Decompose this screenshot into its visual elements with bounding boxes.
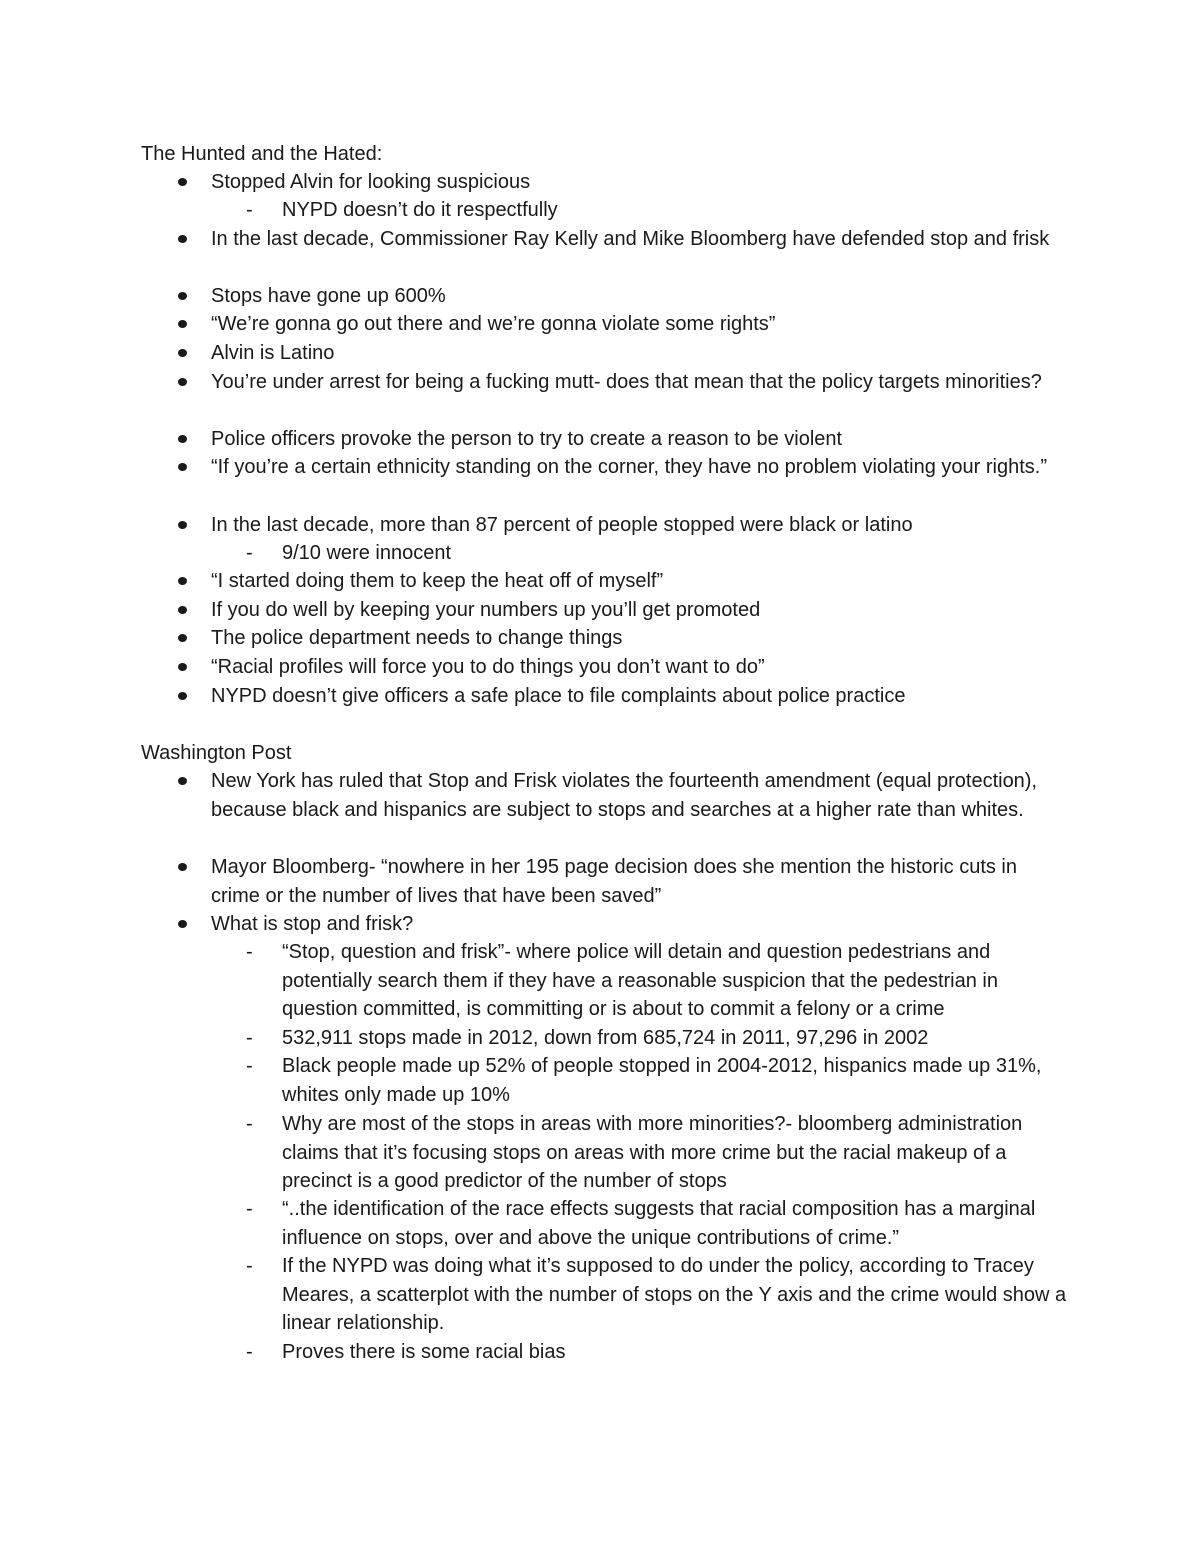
bullet-icon bbox=[178, 292, 187, 300]
bullet-icon bbox=[178, 634, 187, 642]
dash-icon: - bbox=[246, 199, 253, 221]
dash-icon: - bbox=[246, 542, 253, 564]
sub-list-item: - “Stop, question and frisk”- where police will detain and question pedestrians and potentially search them if they have a reasonable suspicion that the pedestrian in question committed, is committing or is about to commit a felony or a crime bbox=[282, 938, 1072, 1024]
bullet-icon bbox=[178, 235, 187, 243]
list-item: If you do well by keeping your numbers up you’ll get promoted bbox=[211, 596, 1071, 625]
list-item: Alvin is Latino bbox=[211, 339, 1071, 368]
list-item: What is stop and frisk? bbox=[211, 910, 1071, 939]
sub-list-item: - If the NYPD was doing what it’s supposed to do under the policy, according to Tracey Meares, a scatterplot with the number of stops on the Y axis and the crime would show a linear relationship. bbox=[282, 1252, 1072, 1338]
sub-list-item: - NYPD doesn’t do it respectfully bbox=[282, 196, 1072, 225]
list-item: “If you’re a certain ethnicity standing on the corner, they have no problem violating your rights.” bbox=[211, 453, 1071, 482]
list-item: Stops have gone up 600% bbox=[211, 282, 1071, 311]
sub-list-item: - Proves there is some racial bias bbox=[282, 1338, 1072, 1367]
bullet-icon bbox=[178, 435, 187, 443]
list-item: You’re under arrest for being a fucking mutt- does that mean that the policy targets minorities? bbox=[211, 368, 1071, 397]
sub-list-item: - 9/10 were innocent bbox=[282, 539, 1072, 568]
section-title-hunted-and-hated: The Hunted and the Hated: bbox=[141, 143, 383, 165]
list-item: In the last decade, Commissioner Ray Kelly and Mike Bloomberg have defended stop and frisk bbox=[211, 225, 1071, 254]
bullet-icon bbox=[178, 178, 187, 186]
dash-icon: - bbox=[246, 941, 253, 963]
sub-list-item: - “..the identification of the race effects suggests that racial composition has a marginal influence on stops, over and above the unique contributions of crime.” bbox=[282, 1195, 1072, 1252]
dash-icon: - bbox=[246, 1255, 253, 1277]
list-item: In the last decade, more than 87 percent of people stopped were black or latino bbox=[211, 511, 1071, 540]
sub-list-item: - 532,911 stops made in 2012, down from 685,724 in 2011, 97,296 in 2002 bbox=[282, 1024, 1072, 1053]
list-item: Mayor Bloomberg- “nowhere in her 195 page decision does she mention the historic cuts in crime or the number of lives that have been saved” bbox=[211, 853, 1071, 910]
section-title-washington-post: Washington Post bbox=[141, 742, 292, 764]
bullet-icon bbox=[178, 777, 187, 785]
bullet-icon bbox=[178, 577, 187, 585]
bullet-icon bbox=[178, 606, 187, 614]
dash-icon: - bbox=[246, 1198, 253, 1220]
bullet-icon bbox=[178, 863, 187, 871]
list-item: Police officers provoke the person to try to create a reason to be violent bbox=[211, 425, 1071, 454]
bullet-icon bbox=[178, 692, 187, 700]
bullet-icon bbox=[178, 920, 187, 928]
bullet-icon bbox=[178, 349, 187, 357]
dash-icon: - bbox=[246, 1113, 253, 1135]
list-item: Stopped Alvin for looking suspicious bbox=[211, 168, 1071, 197]
bullet-icon bbox=[178, 663, 187, 671]
list-item: The police department needs to change things bbox=[211, 624, 1071, 653]
bullet-icon bbox=[178, 463, 187, 471]
bullet-icon bbox=[178, 320, 187, 328]
bullet-icon bbox=[178, 521, 187, 529]
list-item: “Racial profiles will force you to do things you don’t want to do” bbox=[211, 653, 1071, 682]
sub-list-item: - Why are most of the stops in areas with more minorities?- bloomberg administration claims that it’s focusing stops on areas with more crime but the racial makeup of a precinct is a good predictor of the number of stops bbox=[282, 1110, 1072, 1196]
sub-list-item: - Black people made up 52% of people stopped in 2004-2012, hispanics made up 31%, whites only made up 10% bbox=[282, 1052, 1072, 1109]
bullet-icon bbox=[178, 378, 187, 386]
dash-icon: - bbox=[246, 1341, 253, 1363]
list-item: New York has ruled that Stop and Frisk violates the fourteenth amendment (equal protection), because black and hispanics are subject to stops and searches at a higher rate than whites. bbox=[211, 767, 1071, 824]
dash-icon: - bbox=[246, 1027, 253, 1049]
list-item: “I started doing them to keep the heat off of myself” bbox=[211, 567, 1071, 596]
list-item: “We’re gonna go out there and we’re gonna violate some rights” bbox=[211, 310, 1071, 339]
list-item: NYPD doesn’t give officers a safe place to file complaints about police practice bbox=[211, 682, 1071, 711]
dash-icon: - bbox=[246, 1055, 253, 1077]
